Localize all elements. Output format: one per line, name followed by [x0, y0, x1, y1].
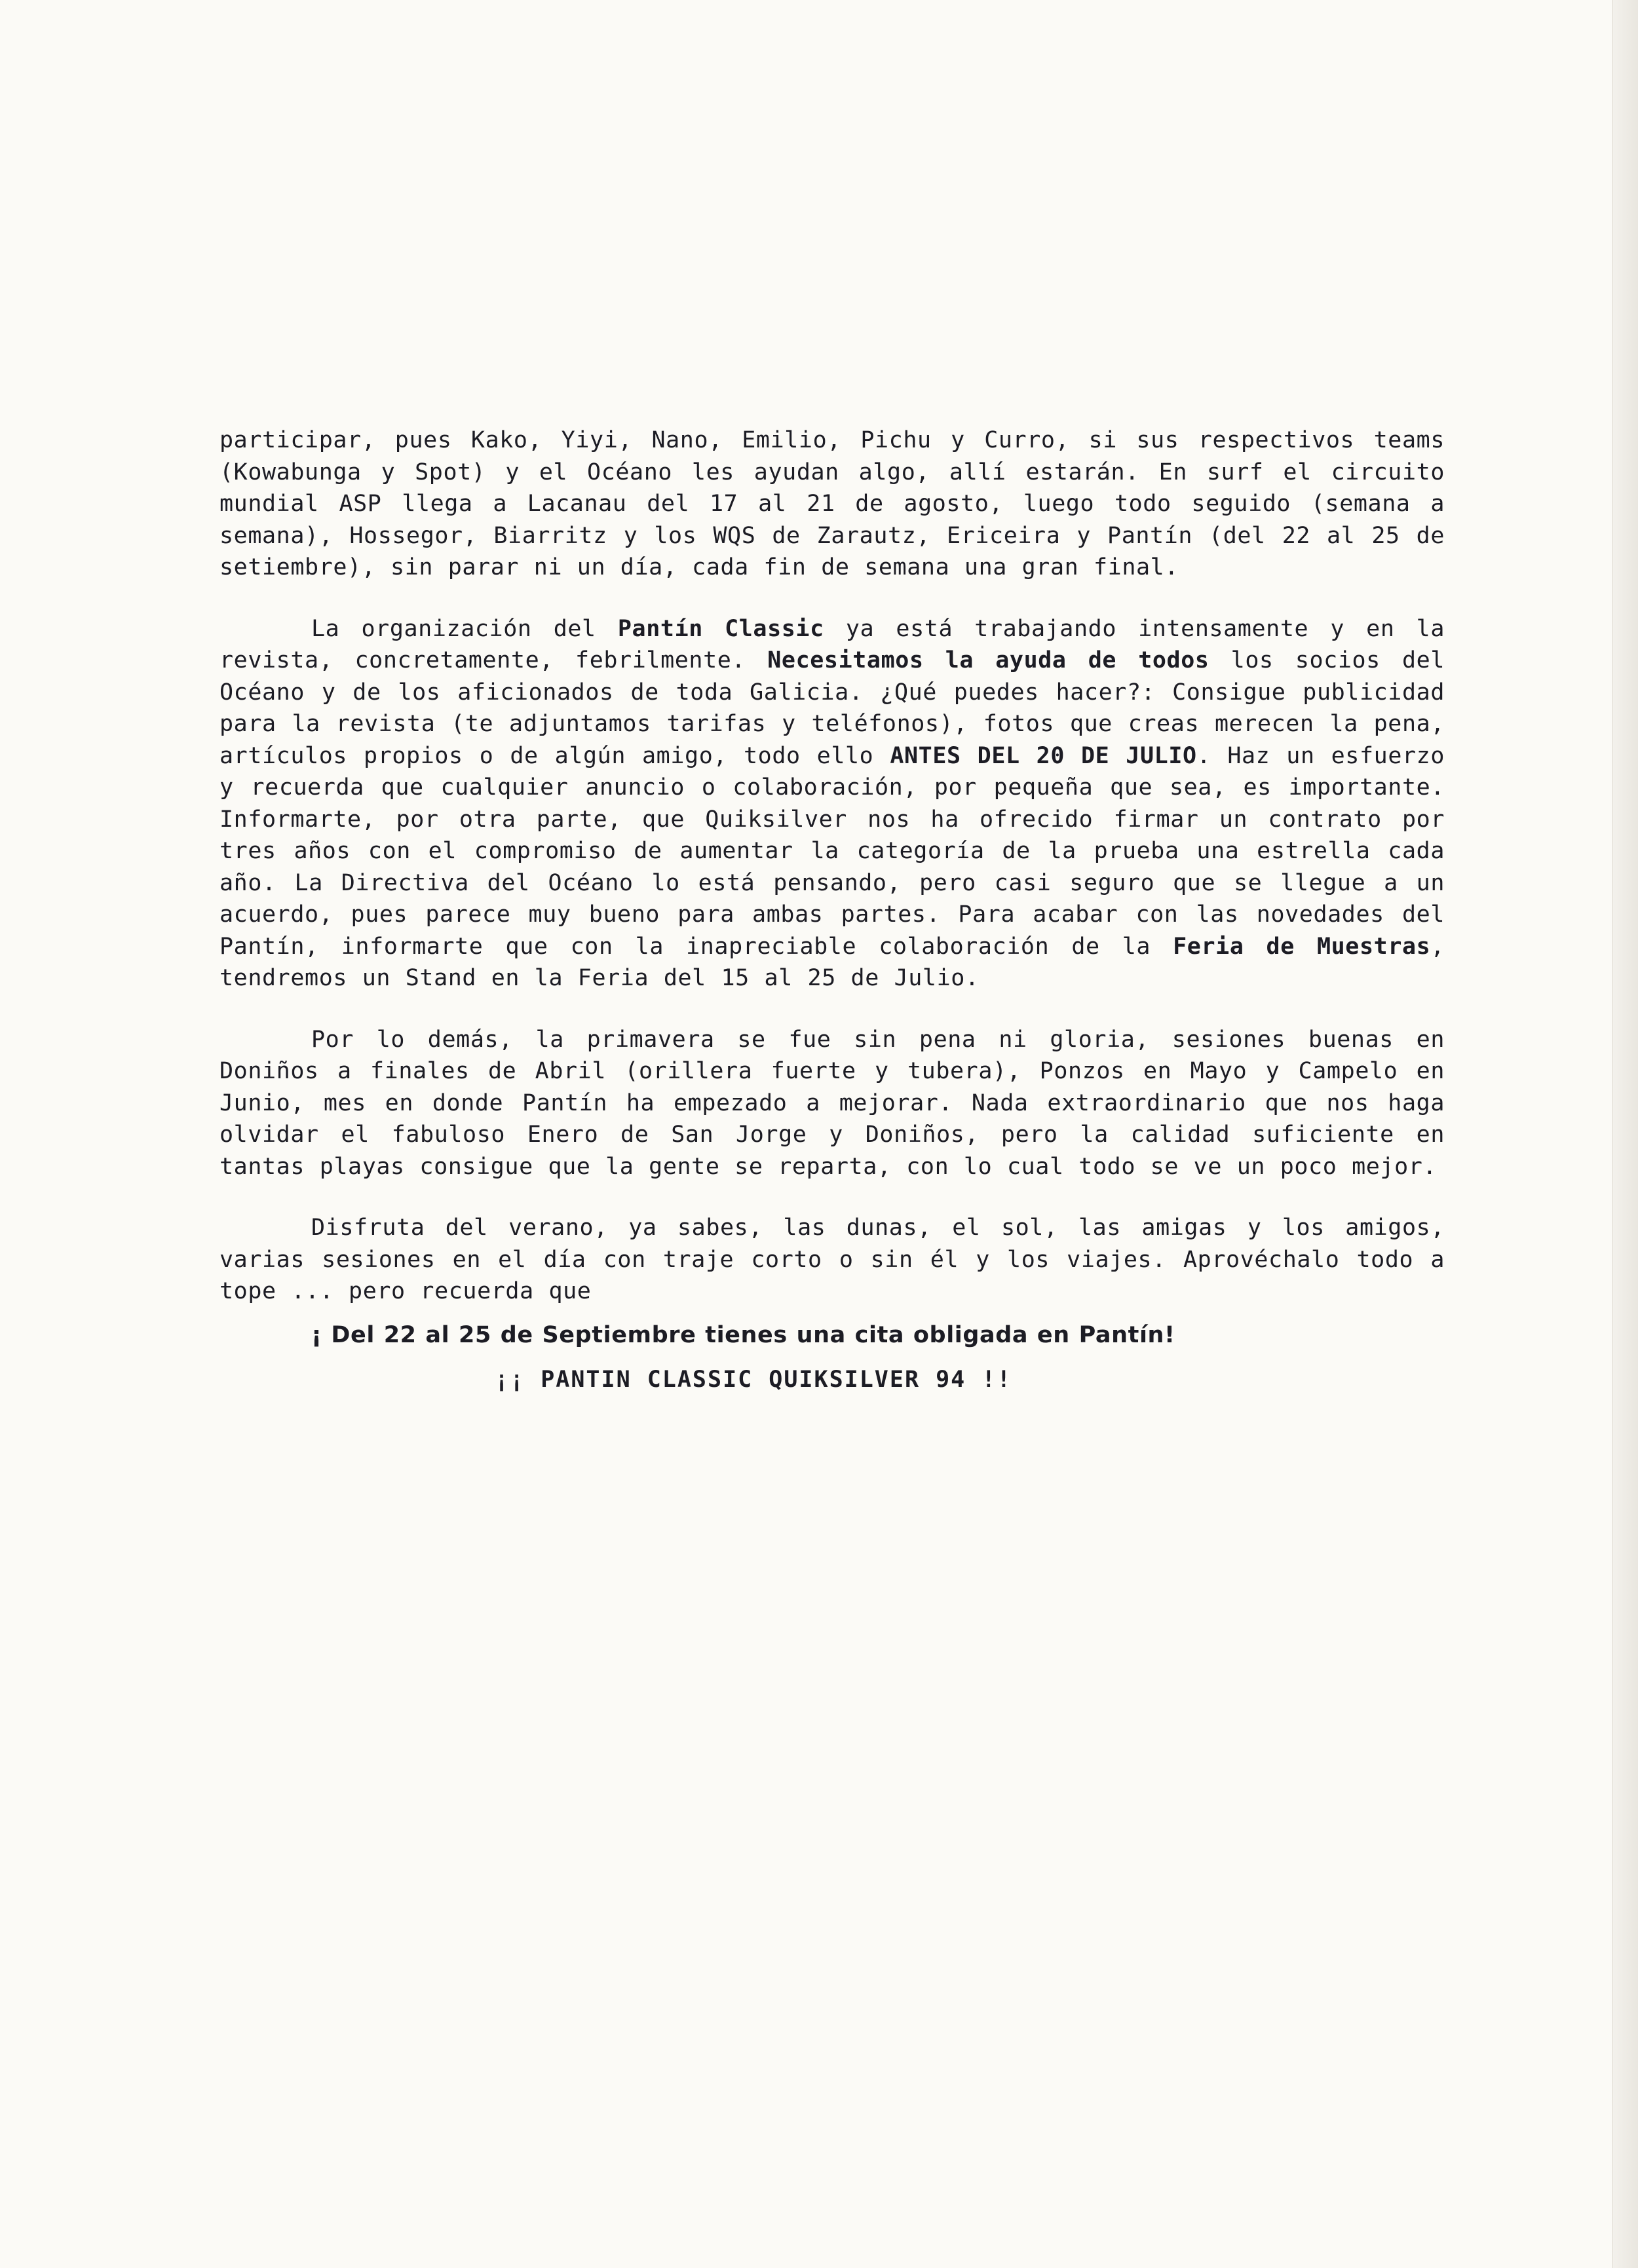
- paragraph-2: [219, 613, 1445, 994]
- paragraph-2-text-5: , tendremos un Stand en la Feria del 15 al 25 de Julio.: [219, 933, 1445, 991]
- ayuda-bold: Necesitamos la ayuda de todos: [767, 647, 1209, 673]
- closing-line-1: ¡ Del 22 al 25 de Septiembre tienes una cita obligada en Pantín!: [311, 1321, 1175, 1348]
- feria-bold: Feria de Muestras: [1173, 933, 1431, 960]
- paragraph-1-text: participar, pues Kako, Yiyi, Nano, Emilio, Pichu y Curro, si sus respectivos teams (Kowabunga y Spot) y el Océano les ayudan algo, allí estarán. En surf el circuito mundial ASP llega a Lacanau del 17 al 21 de agosto, luego todo seguido (semana a semana), Hossegor, Biarritz y los WQS de Zarautz, Ericeira y Pantín (del 22 al 25 de setiembre), sin parar ni un día, cada fin de semana una gran final.: [219, 427, 1445, 580]
- paragraph-2-text-2: ya está trabajando intensamente y en la revista, concretamente, febrilmente.: [219, 615, 1445, 673]
- paragraph-2-text-3: los socios del Océano y de los aficionados de toda Galicia. ¿Qué puedes hacer?: Consigue publicidad para la revista (te adjuntamos tarifas y teléfonos), fotos que creas merecen la pena, artículos propios o de algún amigo, todo ello: [219, 647, 1445, 769]
- closing-line-2: ¡¡ PANTIN CLASSIC QUIKSILVER 94 !!: [495, 1366, 1012, 1393]
- paragraph-4: [219, 1212, 1445, 1308]
- paragraph-2-text-4: . Haz un esfuerzo y recuerda que cualquier anuncio o colaboración, por pequeña que sea, es importante. Informarte, por otra parte, que Quiksilver nos ha ofrecido firmar un contrato por tres años con el compromiso de aumentar la categoría de la prueba una estrella cada año. La Directiva del Océano lo está pensando, pero casi seguro que se llegue a un acuerdo, pues parece muy bueno para ambas partes. Para acabar con las novedades del Pantín, informarte que con la inapreciable colaboración de la: [219, 742, 1445, 960]
- paragraph-3-text: Por lo demás, la primavera se fue sin pena ni gloria, sesiones buenas en Doniños a finales de Abril (orillera fuerte y tubera), Ponzos en Mayo y Campelo en Junio, mes en donde Pantín ha empezado a mejorar. Nada extraordinario que nos haga olvidar el fabuloso Enero de San Jorge y Doniños, pero la calidad suficiente en tantas playas consigue que la gente se reparta, con lo cual todo se ve un poco mejor.: [219, 1026, 1445, 1180]
- deadline-bold: ANTES DEL 20 DE JULIO: [890, 742, 1197, 769]
- paragraph-1: [219, 425, 1445, 584]
- pantin-classic-bold: Pantín Classic: [617, 615, 824, 642]
- paper-edge: [1612, 0, 1638, 2268]
- paragraph-2-text-1: La organización del: [311, 615, 618, 642]
- paragraph-3: [219, 1024, 1445, 1183]
- document-body: [219, 425, 1445, 1395]
- paragraph-4-text: Disfruta del verano, ya sabes, las dunas, el sol, las amigas y los amigos, varias sesiones en el día con traje corto o sin él y los viajes. Aprovéchalo todo a tope ... pero recuerda que: [219, 1215, 1445, 1304]
